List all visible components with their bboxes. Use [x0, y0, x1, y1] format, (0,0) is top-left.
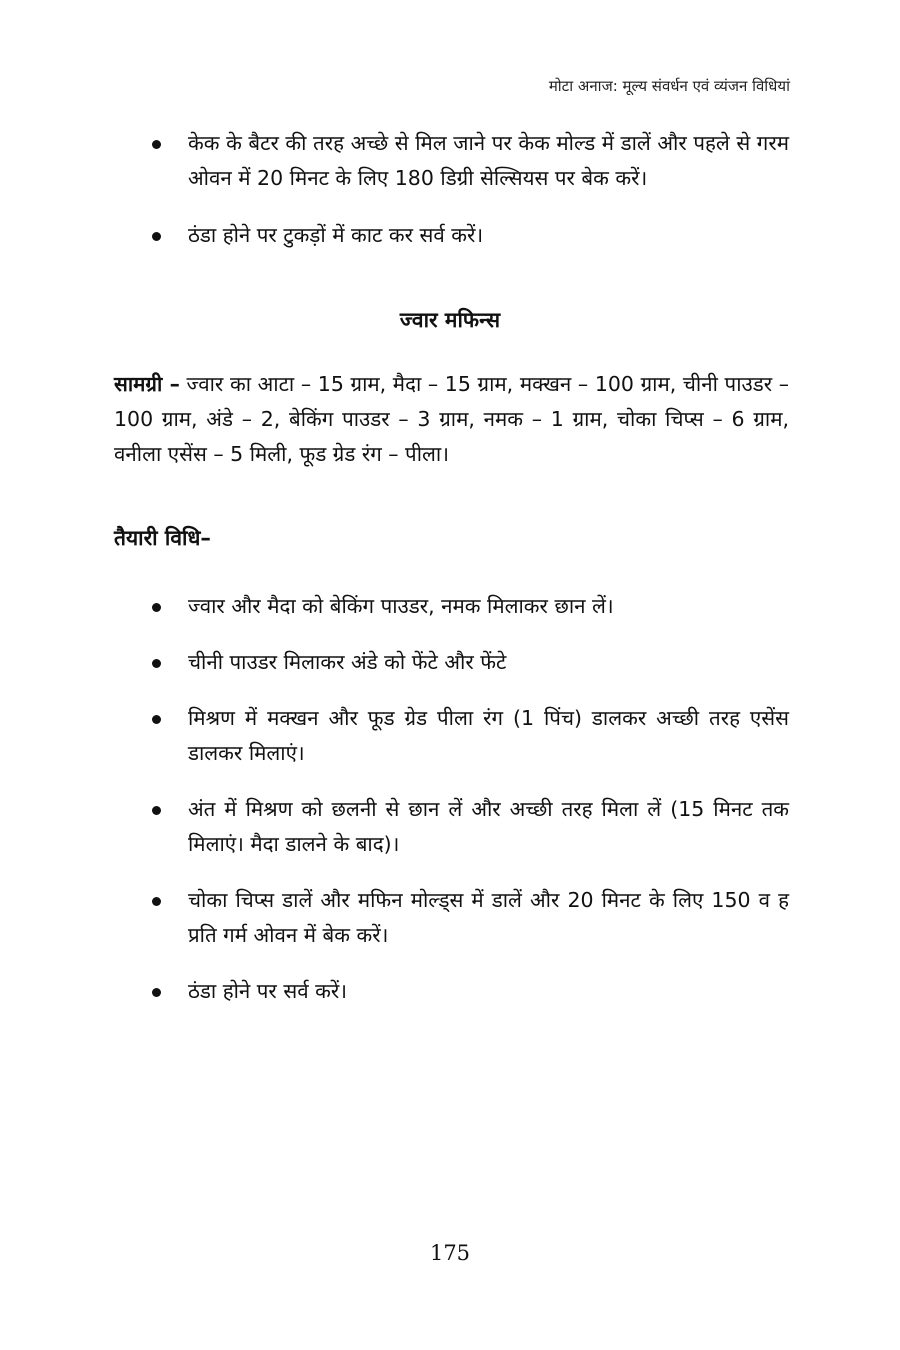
bullet-icon: [152, 715, 161, 724]
method-heading: तैयारी विधि–: [114, 526, 211, 550]
list-item: [114, 589, 789, 624]
bullet-icon: [152, 659, 161, 668]
bullet-icon: [152, 897, 161, 906]
method-steps: [114, 589, 789, 1030]
step-text: केक के बैटर की तरह अच्छे से मिल जाने पर केक मोल्ड में डालें और पहले से गरम ओवन में 20 मिनट के लिए 180 डिग्री सेल्सियस पर बेक करें।: [188, 131, 789, 190]
step-text: चीनी पाउडर मिलाकर अंडे को फेंटे और फेंटे: [188, 650, 507, 674]
recipe-title: ज्वार मफिन्स: [399, 308, 501, 332]
step-text: ज्वार और मैदा को बेकिंग पाउडर, नमक मिलाकर छान लें।: [188, 594, 614, 618]
list-item: [114, 218, 789, 253]
bullet-icon: [152, 140, 161, 149]
page-number: 175: [429, 1241, 471, 1265]
step-text: ठंडा होने पर सर्व करें।: [188, 979, 348, 1003]
step-text: चोका चिप्स डालें और मफिन मोल्ड्स में डालें और 20 मिनट के लिए 150 व ह प्रति गर्म ओवन में बेक करें।: [188, 888, 789, 947]
step-text: अंत में मिश्रण को छलनी से छान लें और अच्छी तरह मिला लें (15 मिनट तक मिलाएं। मैदा डालने के बाद)।: [188, 797, 789, 856]
running-header: मोटा अनाज: मूल्य संवर्धन एवं व्यंजन विधियां: [548, 77, 790, 95]
list-item: [114, 883, 789, 953]
previous-recipe-steps: [114, 126, 789, 275]
ingredients-text: ज्वार का आटा – 15 ग्राम, मैदा – 15 ग्राम, मक्खन – 100 ग्राम, चीनी पाउडर – 100 ग्राम, अंडे – 2, बेकिंग पाउडर – 3 ग्राम, नमक – 1 ग्राम, चोका चिप्स – 6 ग्राम, वनीला एसेंस – 5 मिली, फूड ग्रेड रंग – पीला।: [114, 372, 789, 466]
list-item: [114, 645, 789, 680]
bullet-icon: [152, 232, 161, 241]
list-item: [114, 974, 789, 1009]
list-item: [114, 126, 789, 196]
step-text: मिश्रण में मक्खन और फूड ग्रेड पीला रंग (1 पिंच) डालकर अच्छी तरह एसेंस डालकर मिलाएं।: [188, 706, 789, 765]
bullet-icon: [152, 603, 161, 612]
bullet-icon: [152, 988, 161, 997]
ingredients-label: सामग्री –: [114, 372, 180, 396]
ingredients-paragraph: [114, 367, 789, 472]
step-text: ठंडा होने पर टुकड़ों में काट कर सर्व करें।: [188, 223, 484, 247]
bullet-icon: [152, 806, 161, 815]
list-item: [114, 701, 789, 771]
list-item: [114, 792, 789, 862]
